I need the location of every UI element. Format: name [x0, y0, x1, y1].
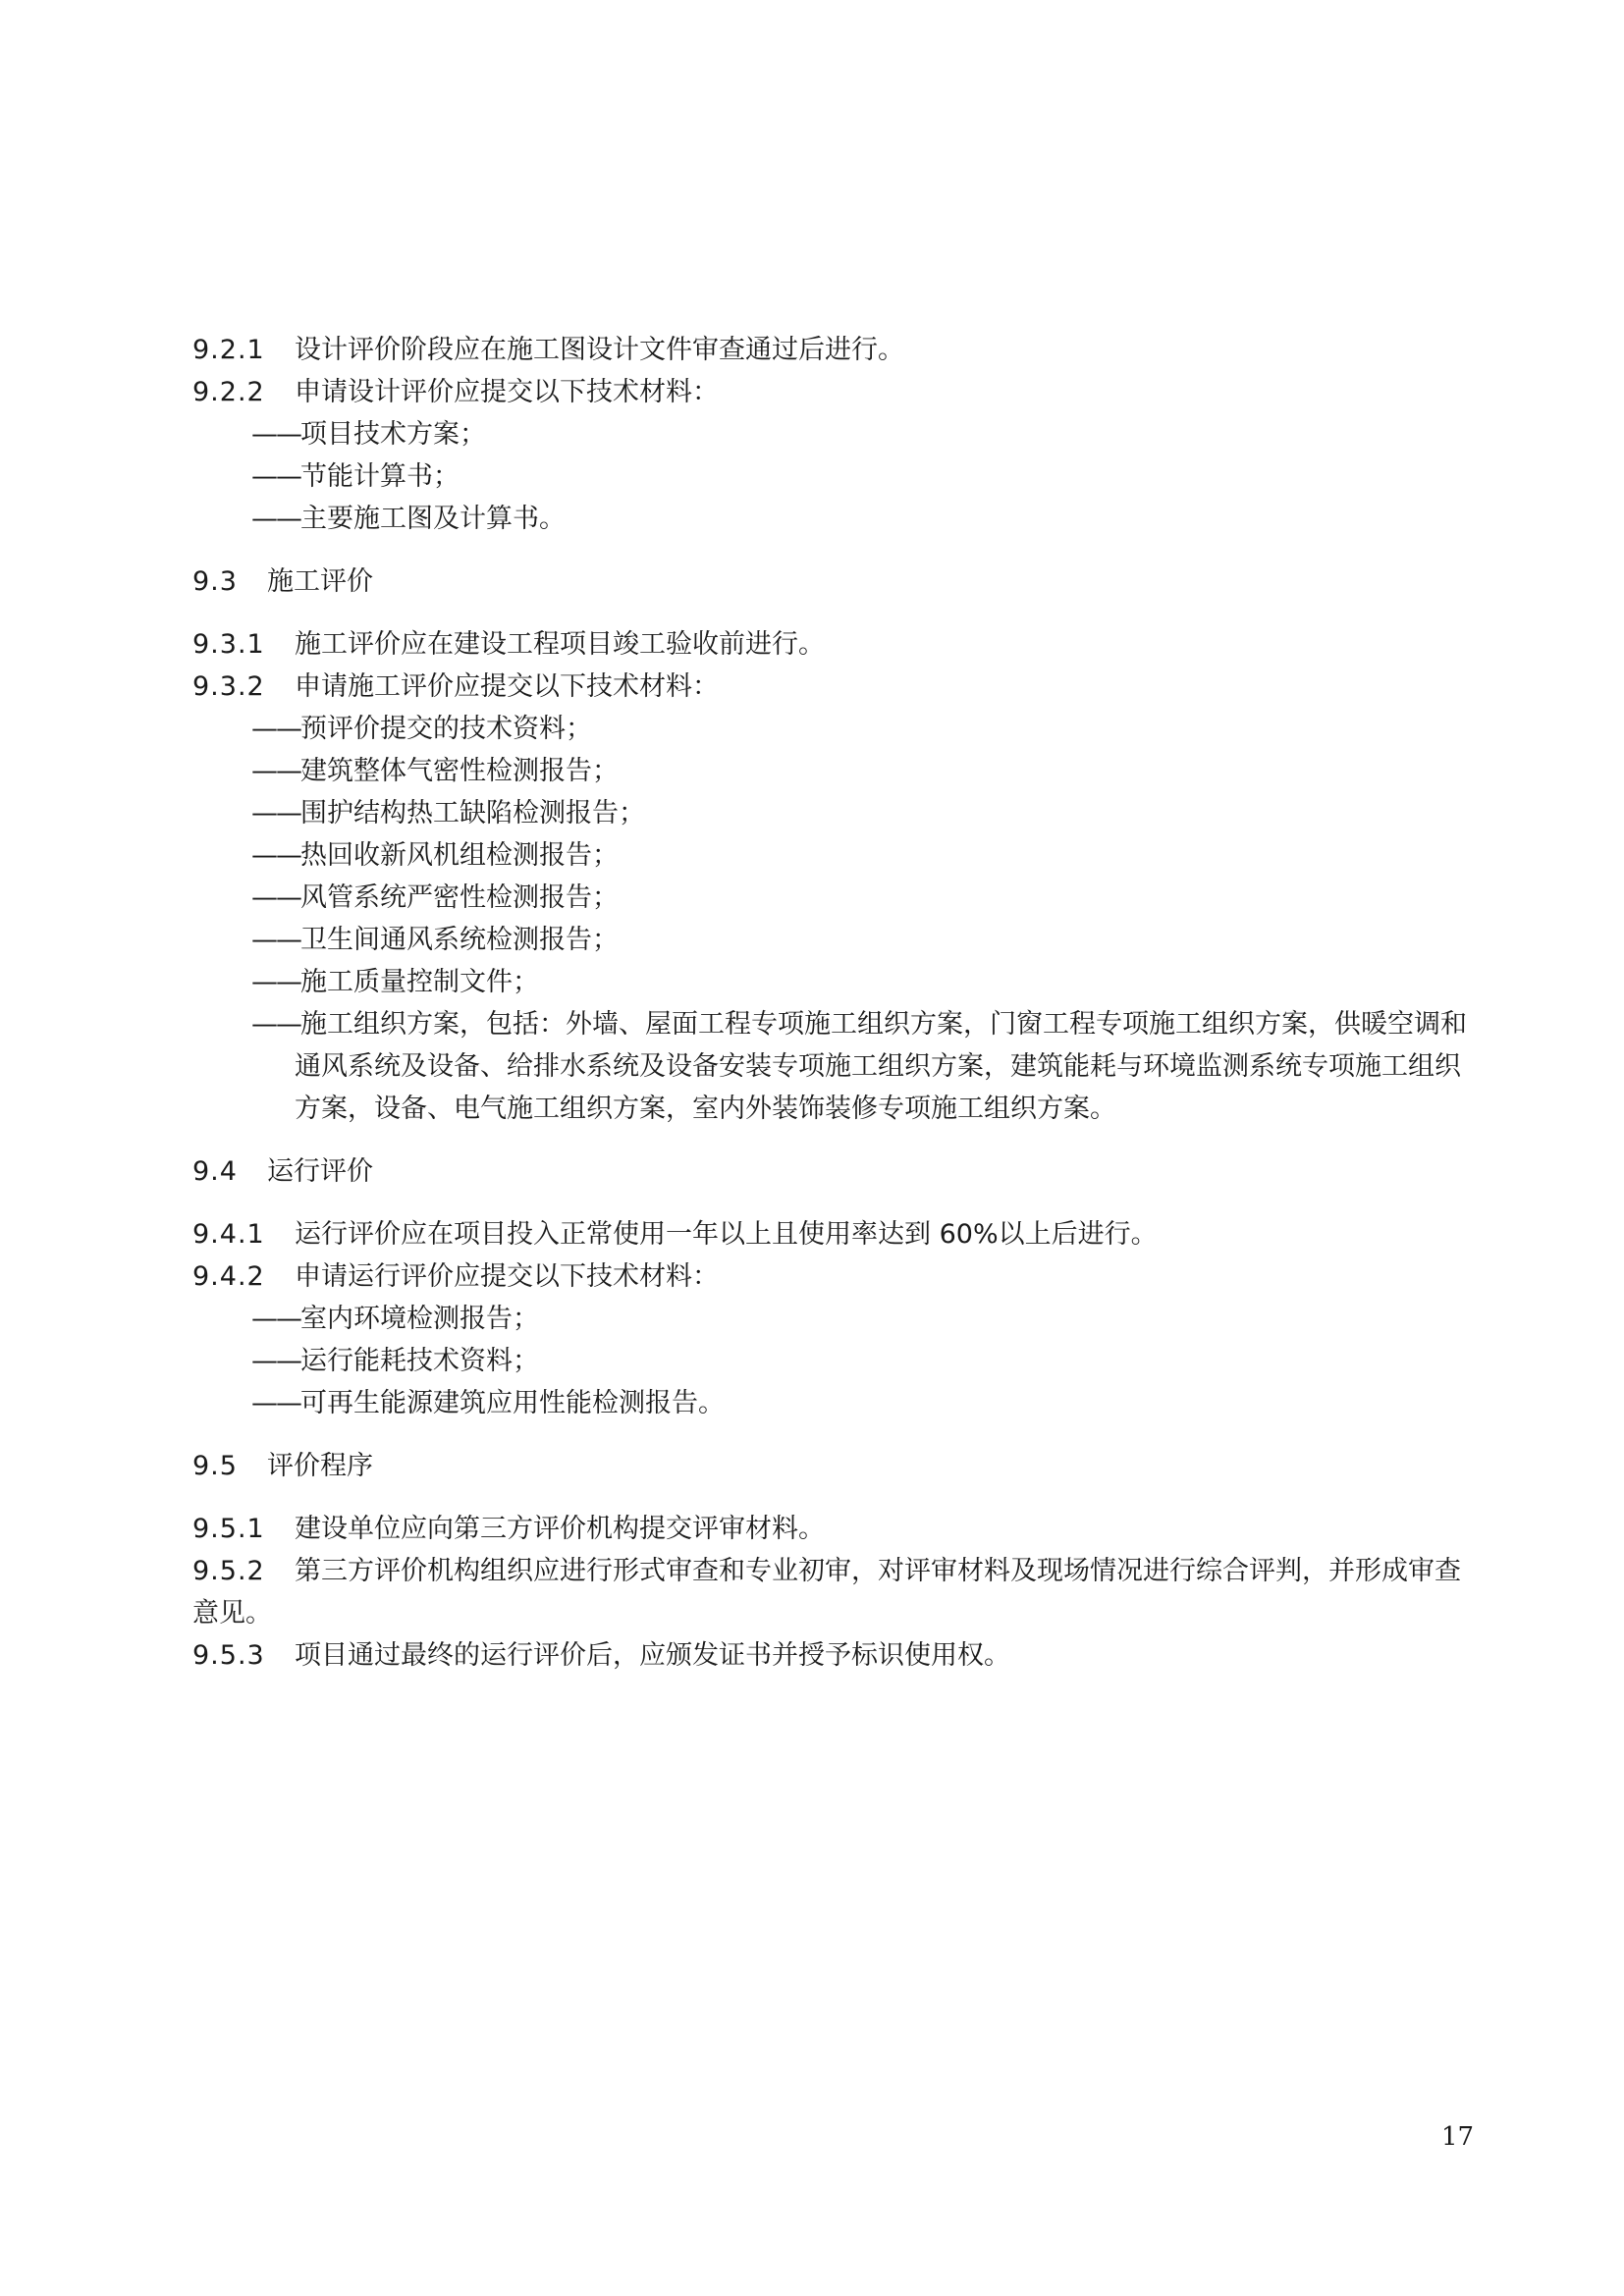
- section-title: 评价程序: [267, 1451, 373, 1481]
- list-item: [192, 877, 1469, 919]
- list-item: [192, 1003, 1469, 1130]
- clause: [192, 1213, 1469, 1255]
- clause: [192, 623, 1469, 666]
- clause-number: 9.4.1: [192, 1219, 265, 1250]
- list-item-text: 卫生间通风系统检测报告；: [300, 925, 619, 955]
- list-item: [192, 498, 1469, 540]
- clause-text: 运行评价应在项目投入正常使用一年以上且使用率达到 60%以上后进行。: [295, 1219, 1158, 1250]
- clause-number: 9.2.1: [192, 335, 265, 365]
- list-item: [192, 1382, 1469, 1424]
- section-number: 9.3: [192, 566, 238, 597]
- list-dash: ——: [251, 461, 300, 492]
- list-item-text: 节能计算书；: [300, 461, 460, 492]
- list-item: [192, 455, 1469, 498]
- list-dash: ——: [251, 840, 300, 871]
- list-item: [192, 1340, 1469, 1382]
- clause-text: 申请运行评价应提交以下技术材料：: [295, 1261, 719, 1292]
- list-item-text: 风管系统严密性检测报告；: [300, 882, 619, 913]
- list-dash: ——: [251, 882, 300, 913]
- clause: [192, 329, 1469, 371]
- section-heading: [192, 561, 1469, 603]
- clause-text: 设计评价阶段应在施工图设计文件审查通过后进行。: [295, 335, 904, 365]
- clause-number: 9.3.2: [192, 671, 265, 702]
- section-heading: [192, 1445, 1469, 1487]
- section-heading: [192, 1150, 1469, 1193]
- list-item-text: 室内环境检测报告；: [300, 1304, 539, 1334]
- list-item: [192, 834, 1469, 877]
- list-dash: ——: [251, 925, 300, 955]
- clause: [192, 371, 1469, 413]
- page-number: 17: [1441, 2122, 1475, 2152]
- list-item: [192, 708, 1469, 750]
- list-item: [192, 961, 1469, 1003]
- clause: [192, 1550, 1469, 1634]
- section-number: 9.5: [192, 1451, 238, 1481]
- clause-text: 申请施工评价应提交以下技术材料：: [295, 671, 719, 702]
- list-item-text: 建筑整体气密性检测报告；: [300, 756, 619, 786]
- list-item: [192, 1298, 1469, 1340]
- list-item: [192, 792, 1469, 834]
- clause-text: 建设单位应向第三方评价机构提交评审材料。: [295, 1514, 825, 1544]
- list-item-text: 施工质量控制文件；: [300, 967, 539, 997]
- section-title: 施工评价: [267, 566, 373, 597]
- list-dash: ——: [251, 419, 300, 450]
- list-dash: ——: [251, 714, 300, 744]
- clause-text: 项目通过最终的运行评价后，应颁发证书并授予标识使用权。: [295, 1640, 1010, 1671]
- clause-number: 9.3.1: [192, 629, 265, 660]
- clause-text: 申请设计评价应提交以下技术材料：: [295, 377, 719, 407]
- list-dash: ——: [251, 1388, 300, 1418]
- section-title: 运行评价: [267, 1156, 373, 1187]
- clause-text: 施工评价应在建设工程项目竣工验收前进行。: [295, 629, 825, 660]
- list-item: [192, 750, 1469, 792]
- clause-text: 第三方评价机构组织应进行形式审查和专业初审，对评审材料及现场情况进行综合评判，并形成审查意见。: [192, 1556, 1461, 1629]
- list-item: [192, 919, 1469, 961]
- clause: [192, 1508, 1469, 1550]
- list-item-text: 项目技术方案；: [300, 419, 486, 450]
- section-number: 9.4: [192, 1156, 238, 1187]
- clause-number: 9.2.2: [192, 377, 265, 407]
- list-dash: ——: [251, 967, 300, 997]
- list-item-text: 运行能耗技术资料；: [300, 1346, 539, 1376]
- list-item: [192, 413, 1469, 455]
- clause-number: 9.4.2: [192, 1261, 265, 1292]
- clause: [192, 1634, 1469, 1677]
- list-dash: ——: [251, 798, 300, 828]
- clause-number: 9.5.3: [192, 1640, 265, 1671]
- clause: [192, 1255, 1469, 1298]
- list-item-text: 围护结构热工缺陷检测报告；: [300, 798, 645, 828]
- list-item-text: 施工组织方案，包括：外墙、屋面工程专项施工组织方案，门窗工程专项施工组织方案，供暖空调和通风系统及设备、给排水系统及设备安装专项施工组织方案，建筑能耗与环境监测系统专项施工组织方案，设备、电气施工组织方案，室内外装饰装修专项施工组织方案。: [295, 1009, 1467, 1124]
- list-dash: ——: [251, 504, 300, 534]
- list-dash: ——: [251, 756, 300, 786]
- list-dash: ——: [251, 1009, 300, 1040]
- list-dash: ——: [251, 1346, 300, 1376]
- list-item-text: 主要施工图及计算书。: [300, 504, 566, 534]
- clause-number: 9.5.1: [192, 1514, 265, 1544]
- clause: [192, 666, 1469, 708]
- list-item-text: 热回收新风机组检测报告；: [300, 840, 619, 871]
- list-dash: ——: [251, 1304, 300, 1334]
- clause-number: 9.5.2: [192, 1556, 265, 1586]
- page-content: [192, 329, 1469, 1677]
- list-item-text: 可再生能源建筑应用性能检测报告。: [300, 1388, 725, 1418]
- list-item-text: 预评价提交的技术资料；: [300, 714, 592, 744]
